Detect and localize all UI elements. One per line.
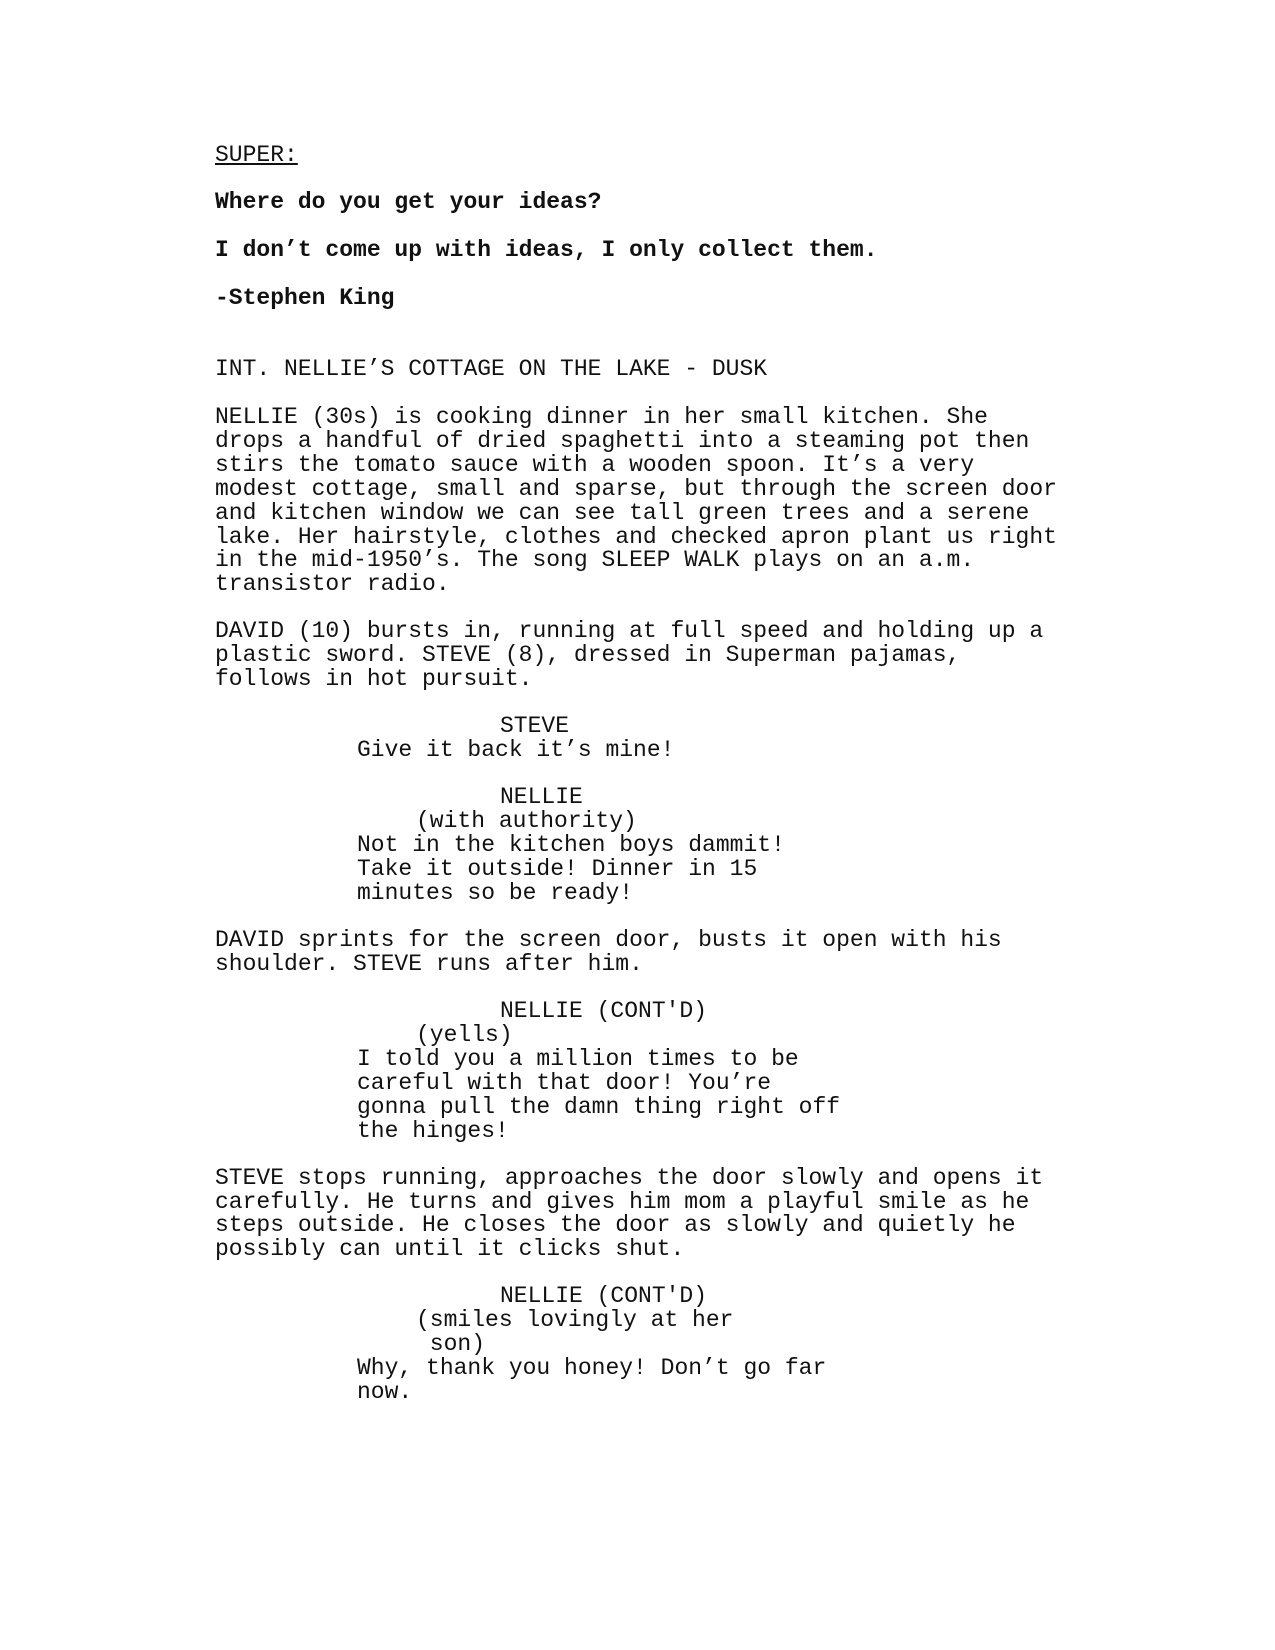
action-line: possibly can until it clicks shut. — [215, 1236, 685, 1262]
parenthetical: son) — [416, 1331, 486, 1357]
action-line: stirs the tomato sauce with a wooden spoon. It’s a very — [215, 452, 975, 478]
dialogue-line: Not in the kitchen boys dammit! — [357, 832, 785, 858]
action-line: shoulder. STEVE runs after him. — [215, 951, 643, 977]
quote-answer: I don’t come up with ideas, I only collect them. — [215, 237, 878, 263]
action-line: STEVE stops running, approaches the door slowly and opens it — [215, 1165, 1044, 1191]
action-line: steps outside. He closes the door as slowly and quietly he — [215, 1212, 1016, 1238]
quote-attribution: -Stephen King — [215, 285, 395, 311]
dialogue-line: careful with that door! You’re — [357, 1070, 772, 1096]
action-line: DAVID (10) bursts in, running at full speed and holding up a — [215, 618, 1044, 644]
character-name: STEVE — [500, 713, 570, 739]
dialogue-line: Give it back it’s mine! — [357, 737, 675, 763]
action-line: plastic sword. STEVE (8), dressed in Superman pajamas, — [215, 642, 961, 668]
character-name: NELLIE (CONT'D) — [500, 998, 708, 1024]
super-label: SUPER: — [215, 142, 298, 168]
dialogue-line: now. — [357, 1379, 413, 1405]
dialogue-line: minutes so be ready! — [357, 880, 634, 906]
action-line: modest cottage, small and sparse, but through the screen door — [215, 476, 1057, 502]
action-line: transistor radio. — [215, 571, 450, 597]
action-line: lake. Her hairstyle, clothes and checked apron plant us right — [215, 524, 1057, 550]
dialogue-line: Take it outside! Dinner in 15 — [357, 856, 758, 882]
action-line: carefully. He turns and gives him mom a playful smile as he — [215, 1189, 1030, 1215]
action-line: follows in hot pursuit. — [215, 666, 533, 692]
scene-heading: INT. NELLIE’S COTTAGE ON THE LAKE - DUSK — [215, 356, 768, 382]
dialogue-line: gonna pull the damn thing right off — [357, 1094, 841, 1120]
action-line: NELLIE (30s) is cooking dinner in her small kitchen. She — [215, 404, 988, 430]
dialogue-line: Why, thank you honey! Don’t go far — [357, 1355, 827, 1381]
action-line: and kitchen window we can see tall green trees and a serene — [215, 500, 1030, 526]
dialogue-line: the hinges! — [357, 1118, 509, 1144]
parenthetical: (smiles lovingly at her — [416, 1307, 734, 1333]
parenthetical: (with authority) — [416, 808, 637, 834]
character-name: NELLIE (CONT'D) — [500, 1283, 708, 1309]
action-line: DAVID sprints for the screen door, busts it open with his — [215, 927, 1002, 953]
dialogue-line: I told you a million times to be — [357, 1046, 799, 1072]
quote-question: Where do you get your ideas? — [215, 189, 602, 215]
action-line: in the mid-1950’s. The song SLEEP WALK plays on an a.m. — [215, 547, 975, 573]
action-line: drops a handful of dried spaghetti into a steaming pot then — [215, 428, 1030, 454]
parenthetical: (yells) — [416, 1022, 513, 1048]
character-name: NELLIE — [500, 784, 583, 810]
